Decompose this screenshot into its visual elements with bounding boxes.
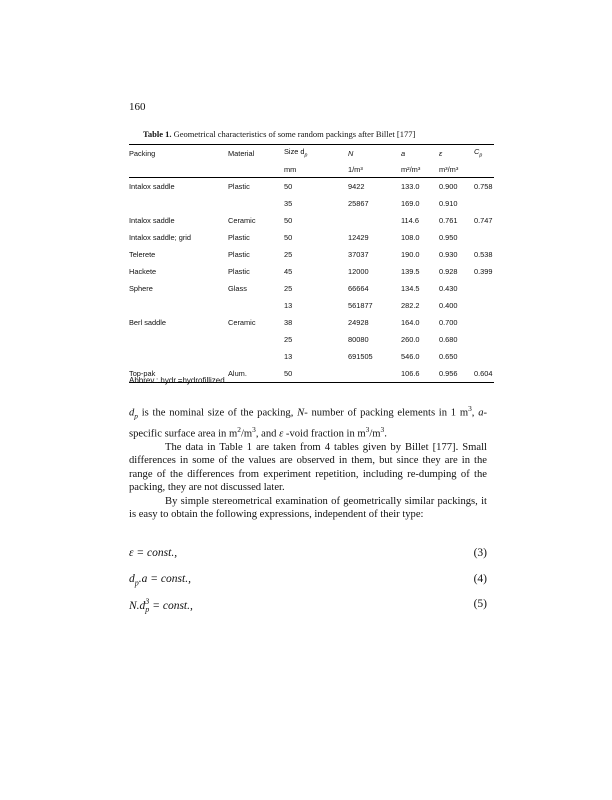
table-cell: 25 [284, 335, 293, 344]
table-caption-text: Geometrical characteristics of some random packings after Billet [177] [173, 129, 416, 139]
table-cell: Plastic [228, 233, 250, 242]
packing-table [129, 144, 494, 383]
table-cell: 66664 [348, 284, 369, 293]
table-cell: 12429 [348, 233, 369, 242]
table-cell: Plastic [228, 182, 250, 191]
header-material: Material [228, 145, 284, 162]
table-row [129, 263, 494, 280]
table-cell: 35 [284, 199, 293, 208]
table-row [129, 331, 494, 348]
table-cell: 25 [284, 284, 293, 293]
equation-5-expr: N.d 3 p = const., [129, 597, 193, 614]
equation-4-number: (4) [473, 573, 487, 585]
table-cell: 0.761 [439, 216, 458, 225]
table-cell: 106.6 [401, 365, 439, 383]
table-cell: Berl saddle [129, 318, 166, 327]
table-row [129, 348, 494, 365]
table-cell [228, 348, 284, 365]
table-cell: 13 [284, 301, 293, 310]
table-row [129, 212, 494, 229]
table-cell: 0.910 [439, 199, 458, 208]
header-cp: $C_p$ [474, 145, 494, 162]
table-cell: 24928 [348, 318, 369, 327]
table-cell: 9422 [348, 182, 365, 191]
table-cell: 45 [284, 267, 293, 276]
unit-cell: mm [284, 161, 348, 178]
table-caption [143, 129, 479, 139]
table-cell: 37037 [348, 250, 369, 259]
table-cell: 164.0 [401, 318, 420, 327]
header-epsilon: ε [439, 145, 474, 162]
table-cell: 0.930 [439, 250, 458, 259]
equation-4 [129, 573, 487, 587]
table-cell: Sphere [129, 284, 153, 293]
table-cell: Hackete [129, 267, 157, 276]
table-cell [474, 348, 494, 365]
table-cell: Glass [228, 284, 247, 293]
paragraph-definitions: $d_p$ is the nominal size of the packing, N- number of packing elements in 1 $m^3$, a-specific surface area in $m^2/m^3$, and ε -void fraction in $m^3/m^3$. [129, 404, 488, 440]
table-cell: 691505 [348, 352, 373, 361]
table-cell: 0.538 [474, 250, 493, 259]
table-cell: 190.0 [401, 250, 420, 259]
table-cell: 546.0 [401, 352, 420, 361]
table-cell: 0.758 [474, 182, 493, 191]
table-row [129, 280, 494, 297]
table-abbrev-note: Abbrev.: hydr.=hydrofillized [129, 376, 225, 385]
table-units-row [129, 161, 494, 178]
table-row [129, 314, 494, 331]
equation-4-expr: $d_p.a$ = const., [129, 573, 191, 588]
body-text [129, 402, 487, 521]
table-row [129, 246, 494, 263]
paragraph-data-source: The data in Table 1 are taken from 4 tables given by Billet [177]. Small differences in some of the values are observed in them, but since they are in the range of the differences from experiment repetition, including re-dumping of the packing, they are not discussed later. [129, 441, 487, 494]
table-cell: 0.747 [474, 216, 493, 225]
table-cell: 25867 [348, 199, 369, 208]
table-cell [348, 365, 401, 383]
paragraph-stereometry: By simple stereometrical examination of geometrically similar packings, it is easy to obtain the following expressions, independent of their type: [129, 495, 487, 521]
table-cell [474, 331, 494, 348]
table-cell: 0.650 [439, 352, 458, 361]
table-cell: Alum. [228, 365, 284, 383]
equation-3-number: (3) [473, 547, 487, 559]
table-cell [474, 314, 494, 331]
table-row [129, 229, 494, 246]
table-cell [228, 297, 284, 314]
unit-cell: 1/m³ [348, 161, 401, 178]
table-caption-label: Table 1. [143, 129, 172, 139]
table-cell: 0.928 [439, 267, 458, 276]
header-size: Size $d_p$ [284, 145, 348, 162]
unit-cell: m³/m³ [439, 161, 474, 178]
table-cell [129, 348, 228, 365]
table-cell: 50 [284, 182, 293, 191]
unit-cell [228, 161, 284, 178]
table-cell: 80080 [348, 335, 369, 344]
table-cell: 0.950 [439, 233, 458, 242]
table-cell: Ceramic [228, 216, 256, 225]
unit-cell [129, 161, 228, 178]
header-a: a [401, 145, 439, 162]
table-cell: 134.5 [401, 284, 420, 293]
table-cell: 114.6 [401, 216, 419, 225]
table-header-row [129, 145, 494, 162]
table-cell: Plastic [228, 267, 250, 276]
table-cell: 13 [284, 352, 293, 361]
equation-5-number: (5) [473, 598, 487, 610]
table-cell [474, 195, 494, 212]
table-cell: 38 [284, 318, 293, 327]
table-cell [129, 195, 228, 212]
table-cell: 0.399 [474, 267, 493, 276]
table-cell: Intalox saddle [129, 216, 175, 225]
page-number: 160 [129, 101, 146, 113]
table-cell: 108.0 [401, 233, 420, 242]
table-cell: 0.400 [439, 301, 458, 310]
table-cell [228, 331, 284, 348]
table-row [129, 178, 494, 196]
table-cell [474, 297, 494, 314]
table-cell [474, 229, 494, 246]
table-cell: Intalox saddle [129, 182, 175, 191]
equation-5 [129, 598, 487, 614]
table-cell: 0.604 [474, 365, 494, 383]
table-cell: 0.680 [439, 335, 458, 344]
table-cell [129, 297, 228, 314]
table-cell: 12000 [348, 267, 369, 276]
table-cell: 133.0 [401, 182, 420, 191]
table-row [129, 297, 494, 314]
table-cell: 561877 [348, 301, 373, 310]
table-cell [129, 331, 228, 348]
table-cell: 50 [284, 365, 348, 383]
table-cell: 0.430 [439, 284, 458, 293]
table-cell: 260.0 [401, 335, 420, 344]
table-cell: 139.5 [401, 267, 420, 276]
table-cell: 25 [284, 250, 293, 259]
table-cell: 169.0 [401, 199, 420, 208]
table-cell [228, 195, 284, 212]
table-cell [348, 212, 401, 229]
table-cell: 0.700 [439, 318, 458, 327]
table-cell: Plastic [228, 250, 250, 259]
table-cell: 0.956 [439, 365, 474, 383]
equation-3 [129, 547, 487, 559]
table-cell: Telerete [129, 250, 156, 259]
unit-cell: m²/m³ [401, 161, 439, 178]
unit-cell [474, 161, 494, 178]
equation-3-expr: ε = const., [129, 547, 178, 559]
table-cell: 50 [284, 216, 293, 225]
table-cell: 0.900 [439, 182, 458, 191]
table-row [129, 195, 494, 212]
table-cell [474, 280, 494, 297]
header-packing: Packing [129, 145, 228, 162]
table-cell: Ceramic [228, 318, 256, 327]
table-cell: 282.2 [401, 301, 420, 310]
table-cell: Intalox saddle; grid [129, 233, 192, 242]
header-n: N [348, 145, 401, 162]
table-cell: 50 [284, 233, 293, 242]
table-cell: Top-pak [129, 365, 228, 383]
